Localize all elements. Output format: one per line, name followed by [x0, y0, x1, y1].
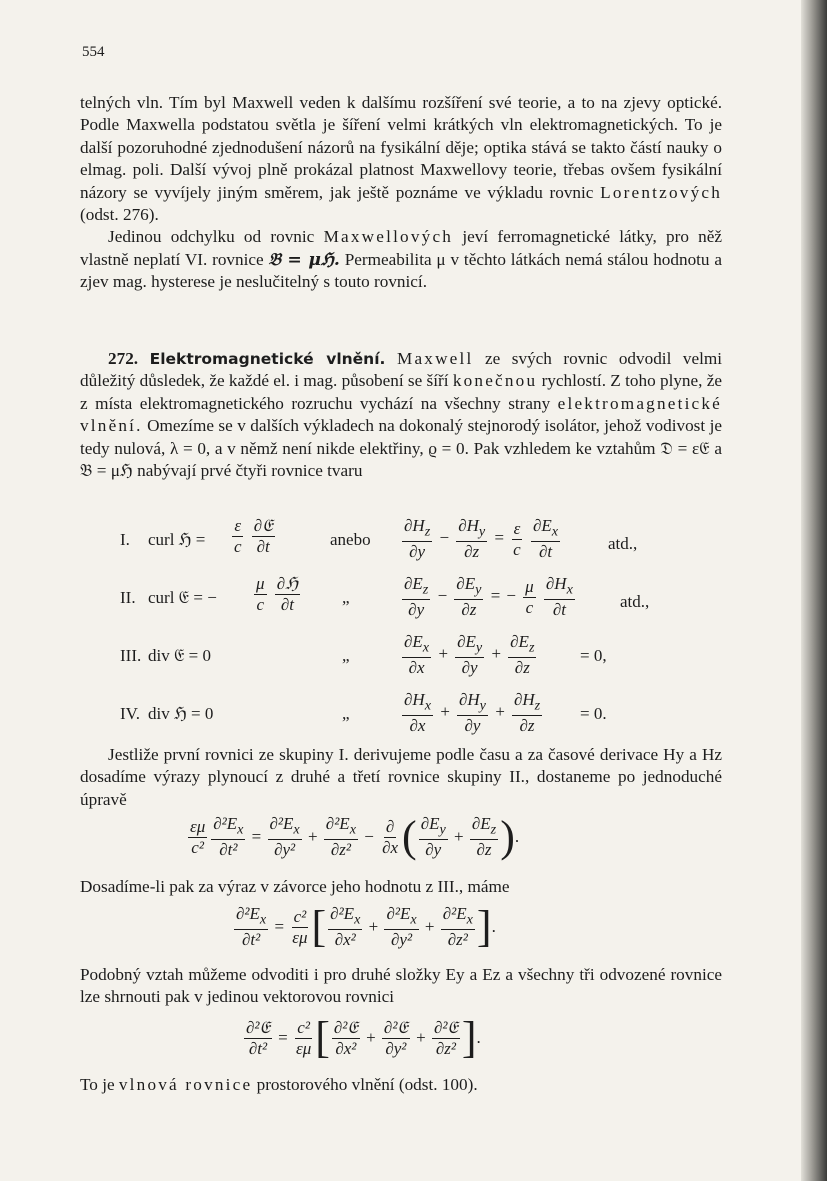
equation-wave-vector: $\frac{\text{∂²𝔈}}{\text{∂t²}}$ = $\frac{\text{c²}}{\varepsilon\mu}$ [ $\frac{\text{∂²𝔈}}{\text{∂x²}}$ + $\frac{\text{∂²𝔈}}{\text{∂y²}}$ + $\frac{\text{∂²𝔈}}{\text{∂z²}}$ ] . — [246, 1013, 481, 1062]
section-272: 272. Elektromagnetické vlnění. Maxwell ze svých rovnic odvodil velmi důležitý důsledek, že každé el. i mag. působení se šíří konečnou rychlostí. Z toho plyne, že z místa elektromagnetického rozruchu vychází na všechny strany elektromagnetické vlnění. Omezíme se v dalších výkladech na dokonalý stejnorodý isolátor, jehož vodivost je tedy nulová, λ = 0, a v němž není nikde elektřiny, ϱ = 0. Pak vzhledem ke vztahům 𝔇 = ε𝔈 a 𝔅 = μℌ nabývají prvé čtyři rovnice tvaru — [80, 349, 723, 481]
paragraph-3: Jestliže první rovnici ze skupiny I. derivujeme podle času a za časové derivace Hy a Hz dosadíme výrazy plynoucí z druhé a třetí rovnice skupiny II., dostaneme po jednoduché úpravě — [80, 745, 722, 809]
section-number: 272. — [108, 349, 139, 368]
equation-derived-1: $\frac{\varepsilon\mu}{\text{c²}}$ $\frac{\partial^2E_x}{\text{∂t²}}$ = $\frac{\partial^2E_x}{\text{∂y²}}$ + $\frac{\partial^2E_x}{\text{∂z²}}$ − $\frac{\partial}{\partial x}$ ( $\frac{\partial E_y}{\partial y}$ + $\frac{\partial E_z}{\partial z}$ ) . — [190, 812, 520, 862]
paragraph-2: Jedinou odchylku od rovnic Maxwellových jeví ferromagnetické látky, pro něž vlastně neplatí VI. rovnice 𝔅 = μℌ. Permeabilita μ v těchto látkách nemá stálou hodnotu a zjev mag. hysterese je neslučitelný s touto rovnicí. — [80, 227, 723, 292]
paragraph-1: telných vln. Tím byl Maxwell veden k dalšímu rozšíření své teorie, a to na zjevy optické. Podle Maxwella podstatou světla je šíření velmi krátkých vln elektromagnetických. To je další pozoruhodné zjednodušení názorů na fysikální děje; optika stává se takto částí nauky o elmag. poli. Další vývoj plně prokázal platnost Maxwellovy teorie, třebas ovšem fysikální názory se vyvíjely jiným směrem, jak ještě poznáme ve výkladu rovnic Lorentzových (odst. 276). Jedinou odchylku od rovnic Maxwellových jeví ferromagnetické látky, pro něž vlastně neplatí VI. rovnice 𝔅 = μℌ. Permeabilita μ v těchto látkách nemá stálou hodnotu a zjev mag. hysterese je neslučitelný s touto rovnicí. — [80, 92, 722, 294]
equation-I: I. curl ℌ = $\frac{\varepsilon}{c}$ $\frac{\text{∂𝔈}}{\partial t}$ anebo $\frac{\partial H_z}{\partial y}$ − $\frac{\partial H_y}{\partial z}$ = $\frac{\varepsilon}{c}$ $\frac{\partial E_x}{\partial t}$ atd., — [120, 516, 638, 562]
equation-IV: IV. div ℌ = 0 „ $\frac{\partial H_x}{\partial x}$ + $\frac{\partial H_y}{\partial y}$ + $\frac{\partial H_z}{\partial z}$ = 0. — [120, 690, 607, 736]
paragraph-6: To je vlnová rovnice prostorového vlnění (odst. 100). — [80, 1075, 478, 1094]
page-edge-shadow — [801, 0, 827, 1181]
equation-derived-2: $\frac{\partial^2E_x}{\text{∂t²}}$ = $\frac{\text{c²}}{\varepsilon\mu}$ [ $\frac{\partial^2E_x}{\text{∂x²}}$ + $\frac{\partial^2E_x}{\text{∂y²}}$ + $\frac{\partial^2E_x}{\text{∂z²}}$ ] . — [236, 902, 496, 952]
section-title: Elektromagnetické vlnění. — [149, 350, 386, 368]
page-number: 554 — [82, 44, 105, 60]
paragraph-4: Dosadíme-li pak za výraz v závorce jeho hodnotu z III., máme — [80, 877, 510, 896]
equation-II: II. curl 𝔈 = − $\frac{\mu}{c}$ $\frac{\text{∂ℌ}}{\partial t}$ „ $\frac{\partial E_z}{\partial y}$ − $\frac{\partial E_y}{\partial z}$ = − $\frac{\mu}{c}$ $\frac{\partial H_x}{\partial t}$ atd., — [120, 574, 650, 620]
paragraph-5: Podobný vztah můžeme odvoditi i pro druhé složky Ey a Ez a všechny tři odvozené rovnice lze shrnouti pak v jedinou vektorovou rovnici — [80, 965, 722, 1007]
equation-III: III. div 𝔈 = 0 „ $\frac{\partial E_x}{\partial x}$ + $\frac{\partial E_y}{\partial y}$ + $\frac{\partial E_z}{\partial z}$ = 0, — [120, 632, 607, 678]
